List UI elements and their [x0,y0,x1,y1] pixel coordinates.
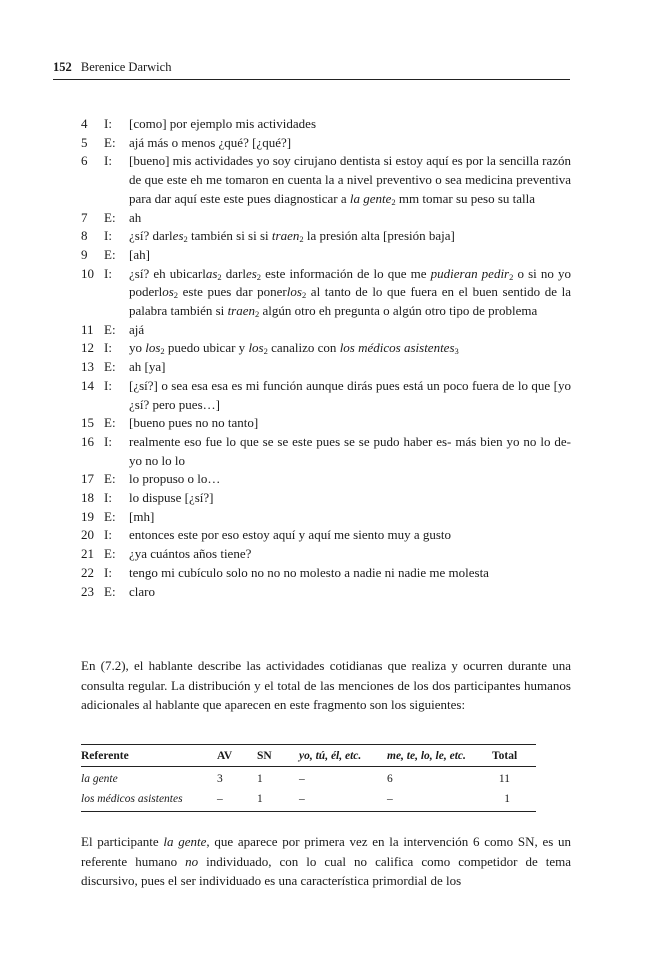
body-paragraph-2 [81,832,571,891]
turn-number: 20 [81,527,94,543]
running-header [53,59,570,80]
turn-number: 14 [81,377,94,393]
transcript-line [81,414,571,433]
turn-number: 9 [81,246,88,262]
turn-number: 11 [81,321,94,337]
cell-pronouns: – [299,773,305,785]
turn-number: 18 [81,490,94,506]
turn-number: 13 [81,359,94,375]
col-header-clitics: me, te, lo, le, etc. [387,745,492,767]
transcript-line [81,583,571,602]
speaker-label: I: [104,377,112,393]
speaker-label: E: [104,583,116,599]
utterance-text: ¿sí? darles$_2$ también si si si traen$_2$ la presión alta [presión baja] [129,228,455,245]
turn-number: 5 [81,134,88,150]
speaker-label: I: [104,527,112,543]
utterance-text: [ah] [129,246,150,262]
utterance-text: ah [129,209,142,225]
transcript-line [81,115,571,134]
turn-number: 8 [81,228,88,244]
body-paragraph-1 [81,656,571,715]
col-header-pronouns: yo, tú, él, etc. [299,745,387,767]
turn-number: 16 [81,433,94,449]
transcript-line [81,152,571,208]
transcript-line [81,339,571,358]
transcript-line [81,526,571,545]
turn-number: 6 [81,153,88,169]
paragraph-text: El participante la gente, que aparece por primera vez en la intervención 6 como SN, es un referente humano no individuado, con lo cual no califica como competidor de tema discursivo, pues el ser individuado es una característica primordial de los [81,834,572,888]
turn-number: 23 [81,583,94,599]
transcript-line [81,377,571,414]
transcript-excerpt [81,115,571,601]
utterance-text: [¿sí?] o sea esa esa es mi función aunque dirás pues está un poco fuera de lo que [yo ¿sí? pero pues…] [129,377,571,412]
turn-number: 12 [81,340,94,356]
table-row [81,789,536,812]
transcript-line [81,545,571,564]
speaker-label: I: [104,433,112,449]
cell-av: 3 [217,773,223,785]
transcript-line [81,508,571,527]
utterance-text: ajá [129,321,145,337]
transcript-line [81,470,571,489]
speaker-label: I: [104,153,112,169]
utterance-text: [bueno] mis actividades yo soy cirujano dentista si estoy aquí es por la sencilla razón de que este eh me tomaron en cuenta la a nivel preventivo o sea medicina preventiva para dar aquí este este pues diagnosticar a la gente$_2$ mm tomar su peso su talla [129,153,571,207]
speaker-label: I: [104,340,112,356]
utterance-text: [como] por ejemplo mis actividades [129,116,317,131]
transcript-line [81,246,571,265]
utterance-text: [bueno pues no no tanto] [129,415,259,431]
speaker-label: E: [104,508,116,524]
utterance-text: lo propuso o lo… [129,471,221,487]
col-header-sn: SN [257,745,299,767]
cell-total: 11 [498,773,510,785]
referent-table [81,744,536,812]
cell-av: – [217,793,223,805]
turn-number: 15 [81,415,94,431]
transcript-line [81,564,571,583]
col-header-av: AV [217,745,257,767]
transcript-line [81,227,571,246]
transcript-line [81,433,571,470]
utterance-text: claro [129,583,155,599]
speaker-label: E: [104,359,116,375]
page-number: 152 [53,60,72,74]
speaker-label: E: [104,209,116,225]
transcript-line [81,134,571,153]
transcript-line [81,358,571,377]
turn-number: 22 [81,564,94,580]
speaker-label: I: [104,490,112,506]
utterance-text: tengo mi cubículo solo no no no molesto a nadie ni nadie me molesta [129,564,489,580]
turn-number: 7 [81,209,88,225]
turn-number: 21 [81,546,94,562]
col-header-referente: Referente [81,745,217,767]
turn-number: 19 [81,508,94,524]
table-row [81,767,536,790]
turn-number: 17 [81,471,94,487]
transcript-line [81,321,571,340]
speaker-label: E: [104,546,116,562]
speaker-label: E: [104,134,116,150]
transcript-line [81,489,571,508]
utterance-text: ah [ya] [129,359,166,375]
speaker-label: E: [104,321,116,337]
col-header-total: Total [492,745,536,767]
cell-sn: 1 [257,793,263,805]
utterance-text: [mh] [129,508,155,524]
transcript-line [81,209,571,228]
speaker-label: E: [104,415,116,431]
utterance-text: ajá más o menos ¿qué? [¿qué?] [129,134,292,150]
cell-clitics: – [387,793,393,805]
utterance-text: yo los$_2$ puedo ubicar y los$_2$ canalizo con los médicos asistentes$_3$ [129,340,459,357]
table-header-row [81,745,536,767]
utterance-text: ¿ya cuántos años tiene? [129,546,252,562]
running-author: Berenice Darwich [80,60,172,74]
transcript-line [81,265,571,321]
utterance-text: entonces este por eso estoy aquí y aquí me siento muy a gusto [129,527,452,543]
utterance-text: realmente eso fue lo que se se este pues se se pudo haber es- más bien yo no lo de- yo no lo lo [129,433,571,468]
speaker-label: E: [104,246,116,262]
utterance-text: lo dispuse [¿sí?] [129,490,214,506]
speaker-label: E: [104,471,116,487]
turn-number: 4 [81,116,88,131]
cell-sn: 1 [257,773,263,785]
utterance-text: ¿sí? eh ubicarlas$_2$ darles$_2$ este información de lo que me pudieran pedir$_2$ o si no yo poderlos$_2$ este pues dar ponerlos$_2$ al tanto de lo que fuera en el buen sentido de la palabra también si traen$_2$ algún otro eh pregunta o algún otro tipo de problema [129,265,572,320]
cell-referent: los médicos asistentes [81,793,183,805]
speaker-label: I: [104,564,112,580]
speaker-label: I: [104,265,112,281]
paragraph-text: En (7.2), el hablante describe las actividades cotidianas que realiza y ocurren durante una consulta regular. La distribución y el total de las menciones de los dos participantes humanos adicionales al hablante que aparecen en este fragmento son los siguientes: [81,658,571,712]
turn-number: 10 [81,265,94,281]
cell-total: 1 [504,793,510,805]
cell-pronouns: – [299,793,305,805]
speaker-label: I: [104,116,112,131]
cell-clitics: 6 [387,773,393,785]
cell-referent: la gente [81,773,118,785]
speaker-label: I: [104,228,112,244]
